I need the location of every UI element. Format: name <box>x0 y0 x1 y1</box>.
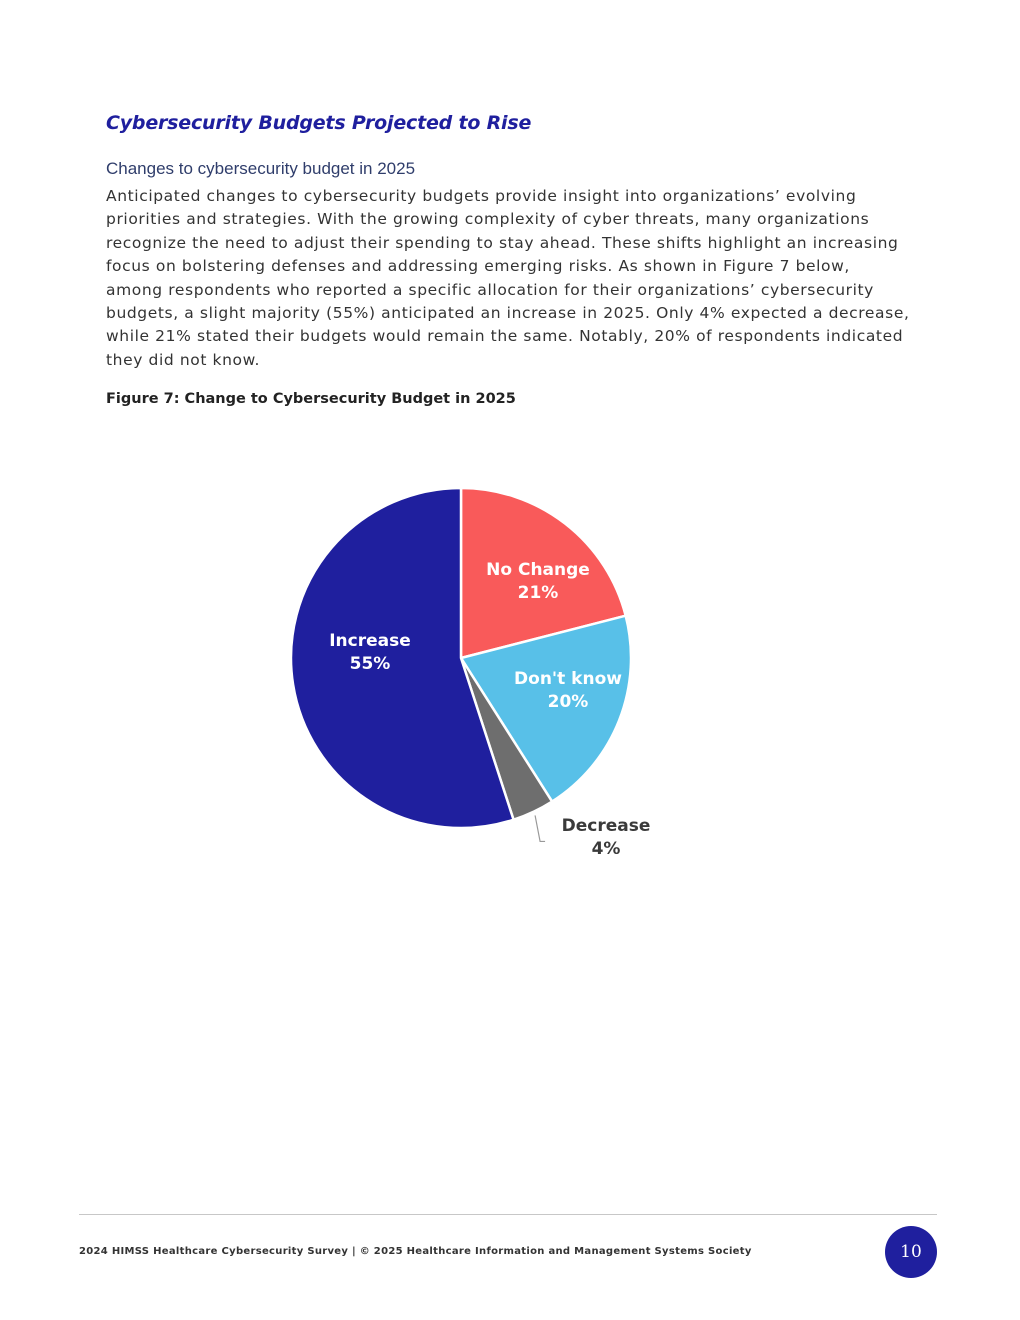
page-number-badge: 10 <box>885 1226 937 1278</box>
pie-label-value: 55% <box>349 654 391 674</box>
pie-label-value: 4% <box>591 839 621 859</box>
pie-label-name: Increase <box>329 631 411 651</box>
pie-label-name: Don't know <box>514 669 622 689</box>
footer-divider <box>79 1214 937 1215</box>
body-paragraph: Anticipated changes to cybersecurity budgets provide insight into organizations’ evolving priorities and strategies. With the growing complexity of cyber threats, many organizations recognize the need to adjust their spending to stay ahead. These shifts highlight an increasing focus on bolstering defenses and addressing emerging risks. As shown in Figure 7 below, among respondents who reported a specific allocation for their organizations’ cybersecurity budgets, a slight majority (55%) anticipated an increase in 2025. Only 4% expected a decrease, while 21% stated their budgets would remain the same. Notably, 20% of respondents indicated they did not know. <box>106 187 910 369</box>
section-heading: Cybersecurity Budgets Projected to Rise <box>106 112 532 134</box>
section-subheading: Changes to cybersecurity budget in 2025 <box>106 159 416 178</box>
pie-slices <box>291 488 631 828</box>
pie-label-name: No Change <box>486 560 590 580</box>
pie-leader-line <box>535 815 545 841</box>
pie-label-value: 21% <box>517 583 559 603</box>
footer-text: 2024 HIMSS Healthcare Cybersecurity Survey | © 2025 Healthcare Information and Management Systems Society <box>79 1246 752 1257</box>
pie-label-value: 20% <box>547 692 589 712</box>
figure-caption: Figure 7: Change to Cybersecurity Budget in 2025 <box>106 391 516 407</box>
pie-label-name: Decrease <box>561 816 651 836</box>
